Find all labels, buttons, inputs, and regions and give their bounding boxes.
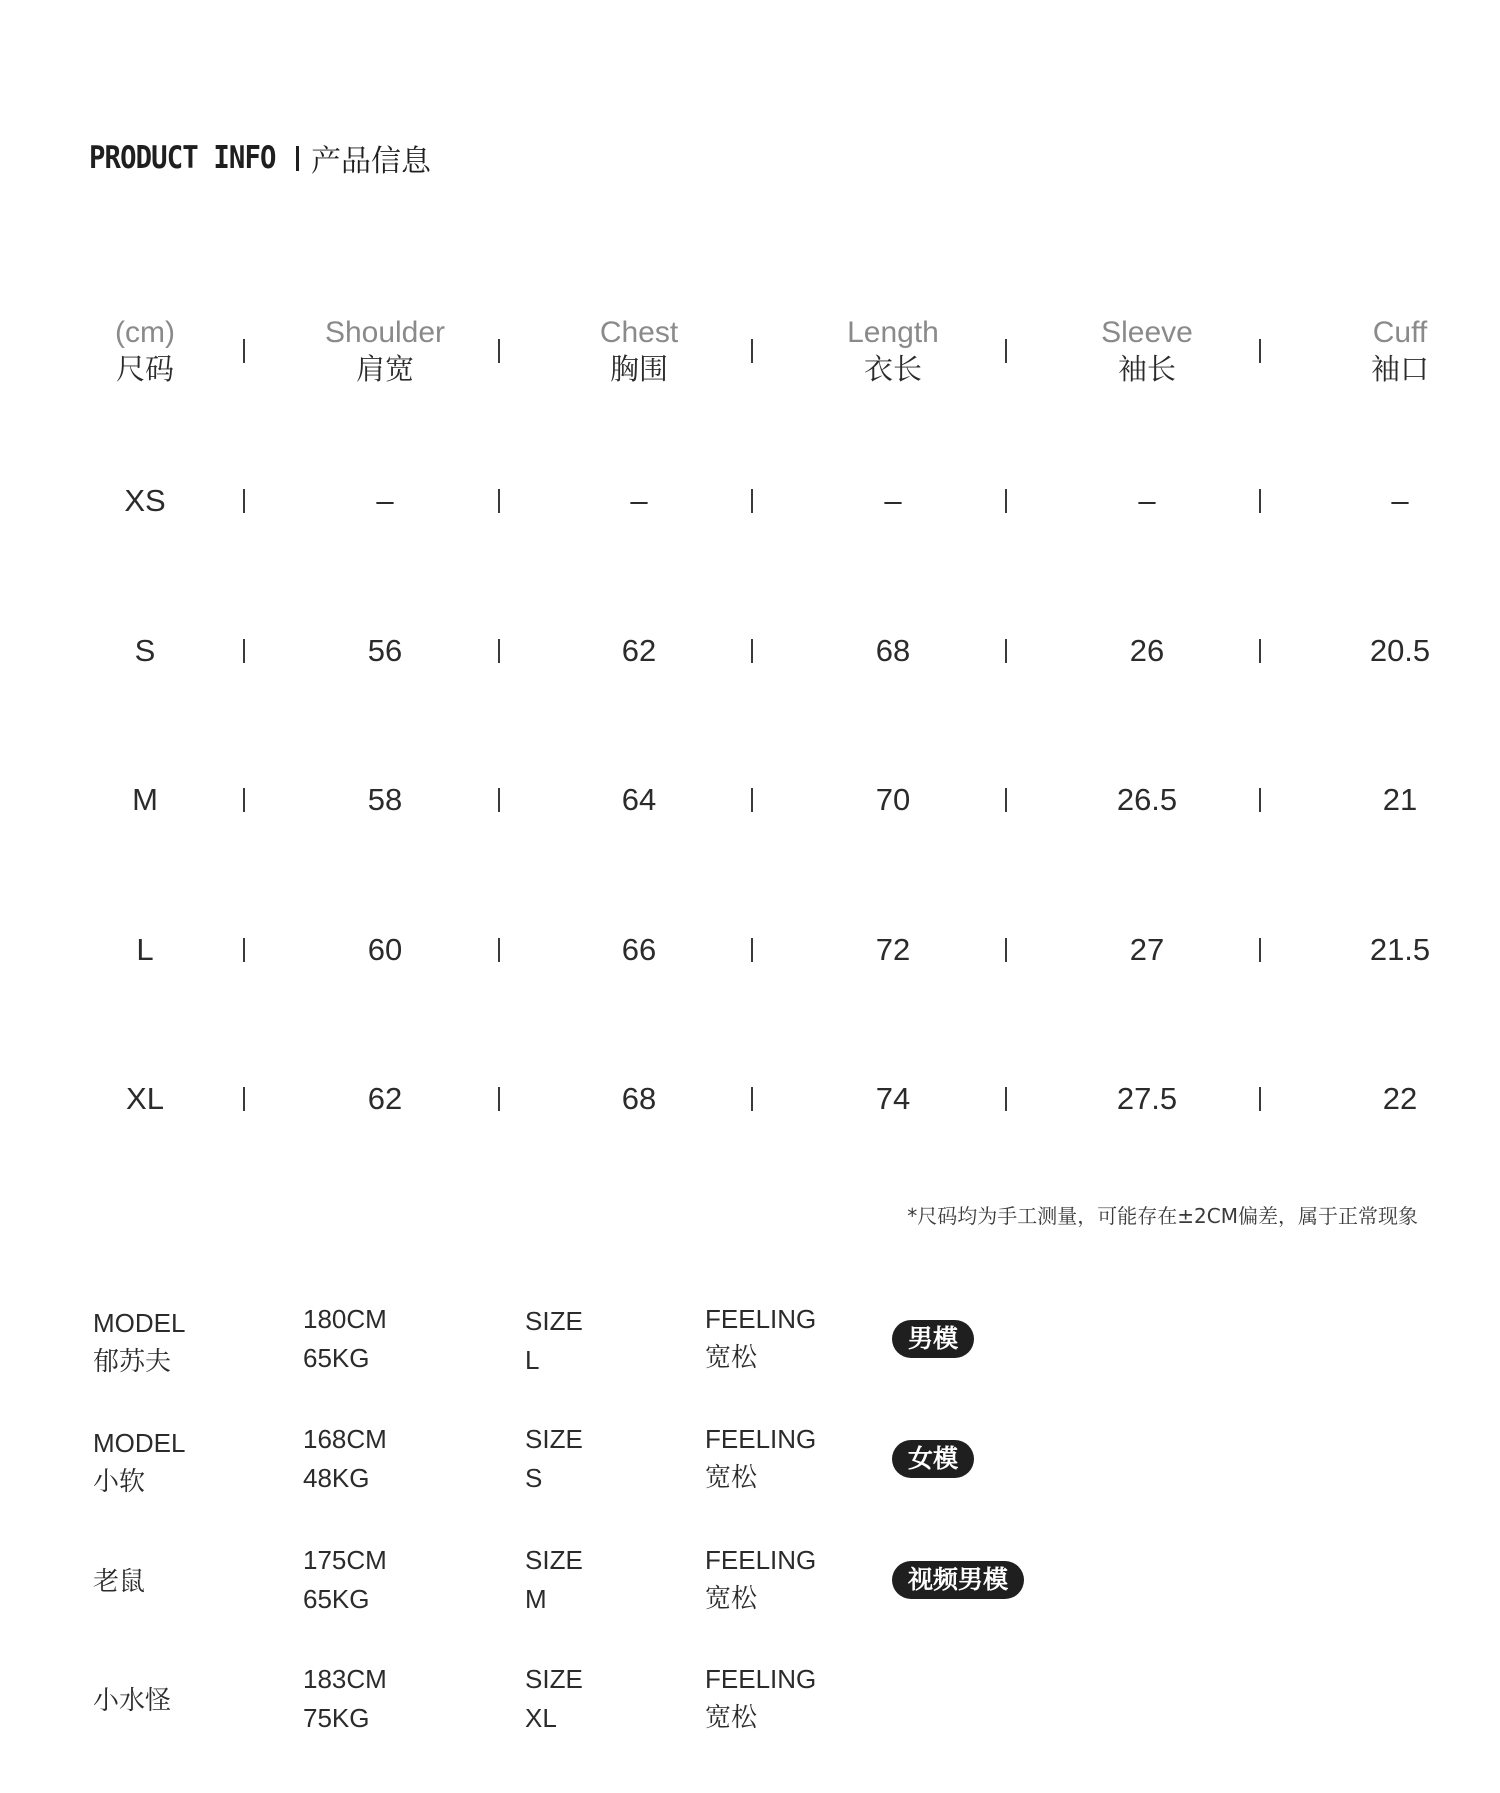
model-size: L <box>525 1345 540 1375</box>
model-feeling-cell <box>705 1541 816 1619</box>
column-divider <box>243 1087 245 1111</box>
column-divider <box>751 1087 753 1111</box>
table-row <box>60 1074 1426 1124</box>
model-tag-badge: 男模 <box>892 1320 974 1358</box>
table-cell-size: S <box>134 633 156 668</box>
table-row <box>60 476 1426 526</box>
column-divider <box>243 788 245 812</box>
model-tag-badge: 女模 <box>892 1440 974 1478</box>
model-size-cell <box>525 1420 583 1498</box>
column-divider <box>498 938 500 962</box>
table-row <box>60 775 1426 825</box>
model-weight: 48KG <box>303 1463 370 1493</box>
table-cell-sleeve: 27.5 <box>1116 1081 1178 1116</box>
size-table-header <box>60 315 1429 395</box>
model-row <box>0 1660 1500 1750</box>
table-row <box>60 626 1431 676</box>
table-cell-shoulder: 56 <box>367 633 403 668</box>
table-cell-length: – <box>884 483 902 518</box>
table-cell-length: 72 <box>875 932 911 967</box>
column-divider <box>1259 788 1261 812</box>
model-size-label: SIZE <box>525 1424 583 1454</box>
column-divider <box>243 489 245 513</box>
header-label-cn: 肩宽 <box>355 352 414 386</box>
column-divider <box>243 639 245 663</box>
model-measure-cell <box>303 1420 387 1498</box>
table-cell-cuff: 21.5 <box>1369 932 1431 967</box>
header-label-en: Cuff <box>1372 316 1428 349</box>
table-cell-shoulder: 58 <box>367 782 403 817</box>
table-cell-size: M <box>132 782 158 817</box>
table-cell-size: L <box>136 932 154 967</box>
table-cell-cuff: 20.5 <box>1369 633 1431 668</box>
table-cell-shoulder: 62 <box>367 1081 403 1116</box>
table-cell-sleeve: 26.5 <box>1116 782 1178 817</box>
model-feeling-label: FEELING <box>705 1424 817 1454</box>
table-cell-chest: 62 <box>621 633 657 668</box>
model-feeling-label: FEELING <box>705 1664 817 1694</box>
model-feeling-label: FEELING <box>705 1304 817 1334</box>
column-divider <box>1259 639 1261 663</box>
column-divider <box>1005 639 1007 663</box>
column-divider <box>1005 1087 1007 1111</box>
column-divider <box>498 639 500 663</box>
header-label-cn: 尺码 <box>115 352 174 386</box>
header-cell-length <box>808 315 978 387</box>
header-cell-chest <box>554 315 724 387</box>
column-divider <box>751 788 753 812</box>
model-row <box>0 1300 1500 1390</box>
model-feeling: 宽松 <box>705 1584 758 1614</box>
table-cell-cuff: 21 <box>1382 782 1418 817</box>
model-name-cell <box>93 1304 185 1382</box>
header-label-en: Sleeve <box>1101 316 1193 349</box>
header-label-cn: 袖口 <box>1370 352 1429 386</box>
model-name: 老鼠 <box>93 1567 146 1597</box>
model-label: MODEL <box>93 1308 186 1338</box>
title-chinese: 产品信息 <box>311 144 431 179</box>
page-title <box>89 138 431 178</box>
model-name: 小水怪 <box>93 1686 172 1716</box>
column-divider <box>1259 339 1261 363</box>
header-label-cn: 衣长 <box>863 352 922 386</box>
model-name: 郁苏夫 <box>93 1347 172 1377</box>
model-name-cell <box>93 1424 185 1502</box>
model-name-cell <box>93 1563 145 1602</box>
model-name-cell <box>93 1682 171 1721</box>
column-divider <box>1259 489 1261 513</box>
model-measure-cell <box>303 1541 387 1619</box>
model-feeling-label: FEELING <box>705 1545 817 1575</box>
title-divider <box>296 146 299 171</box>
column-divider <box>1259 938 1261 962</box>
table-cell-shoulder: 60 <box>367 932 403 967</box>
header-label-en: Length <box>847 316 939 349</box>
model-size: XL <box>525 1703 557 1733</box>
model-size: S <box>525 1463 543 1493</box>
table-cell-cuff: 22 <box>1382 1081 1418 1116</box>
model-size: M <box>525 1584 547 1614</box>
table-cell-length: 68 <box>875 633 911 668</box>
table-cell-size: XS <box>124 483 166 518</box>
header-cell-size <box>60 315 230 387</box>
column-divider <box>1005 489 1007 513</box>
model-tag-badge: 视频男模 <box>892 1561 1024 1599</box>
model-feeling-cell <box>705 1420 816 1498</box>
header-label-en: Chest <box>599 316 679 349</box>
column-divider <box>751 639 753 663</box>
column-divider <box>243 938 245 962</box>
header-label-cn: 胸围 <box>609 352 668 386</box>
model-size-label: SIZE <box>525 1664 583 1694</box>
table-cell-length: 74 <box>875 1081 911 1116</box>
column-divider <box>1005 788 1007 812</box>
model-measure-cell <box>303 1660 387 1738</box>
model-height: 175CM <box>303 1545 387 1575</box>
table-cell-cuff: – <box>1391 483 1409 518</box>
table-cell-chest: 68 <box>621 1081 657 1116</box>
model-feeling-cell <box>705 1660 816 1738</box>
table-cell-chest: 66 <box>621 932 657 967</box>
model-size-label: SIZE <box>525 1545 583 1575</box>
model-size-label: SIZE <box>525 1306 583 1336</box>
measurement-note: *尺码均为手工测量，可能存在±2CM偏差，属于正常现象 <box>907 1204 1418 1228</box>
table-cell-chest: 64 <box>621 782 657 817</box>
table-cell-sleeve: – <box>1138 483 1156 518</box>
column-divider <box>498 788 500 812</box>
model-name: 小软 <box>93 1467 146 1497</box>
model-weight: 65KG <box>303 1343 370 1373</box>
header-cell-sleeve <box>1062 315 1232 387</box>
model-height: 180CM <box>303 1304 387 1334</box>
model-row <box>0 1541 1500 1631</box>
column-divider <box>751 938 753 962</box>
header-cell-cuff <box>1315 315 1485 387</box>
column-divider <box>1005 339 1007 363</box>
table-cell-chest: – <box>630 483 648 518</box>
model-feeling: 宽松 <box>705 1343 758 1373</box>
model-size-cell <box>525 1660 583 1738</box>
model-feeling: 宽松 <box>705 1463 758 1493</box>
column-divider <box>498 489 500 513</box>
model-weight: 65KG <box>303 1584 370 1614</box>
column-divider <box>498 339 500 363</box>
model-row <box>0 1420 1500 1510</box>
column-divider <box>1259 1087 1261 1111</box>
model-label: MODEL <box>93 1428 186 1458</box>
column-divider <box>1005 938 1007 962</box>
size-table <box>60 315 1431 1116</box>
column-divider <box>751 339 753 363</box>
table-cell-sleeve: 26 <box>1129 633 1165 668</box>
header-label-cn: 袖长 <box>1117 352 1176 386</box>
header-cell-shoulder <box>300 315 470 387</box>
header-label-en: Shoulder <box>324 316 446 349</box>
table-row <box>60 925 1431 975</box>
column-divider <box>751 489 753 513</box>
model-feeling-cell <box>705 1300 816 1378</box>
column-divider <box>498 1087 500 1111</box>
model-feeling: 宽松 <box>705 1703 758 1733</box>
title-english: PRODUCT INFO <box>89 140 276 176</box>
model-weight: 75KG <box>303 1703 370 1733</box>
table-cell-sleeve: 27 <box>1129 932 1165 967</box>
model-size-cell <box>525 1541 583 1619</box>
header-label-en: (cm) <box>115 316 175 349</box>
model-measure-cell <box>303 1300 387 1378</box>
table-cell-size: XL <box>126 1081 164 1116</box>
table-cell-length: 70 <box>875 782 911 817</box>
model-size-cell <box>525 1302 583 1380</box>
column-divider <box>243 339 245 363</box>
model-height: 168CM <box>303 1424 387 1454</box>
model-height: 183CM <box>303 1664 387 1694</box>
table-cell-shoulder: – <box>376 483 394 518</box>
